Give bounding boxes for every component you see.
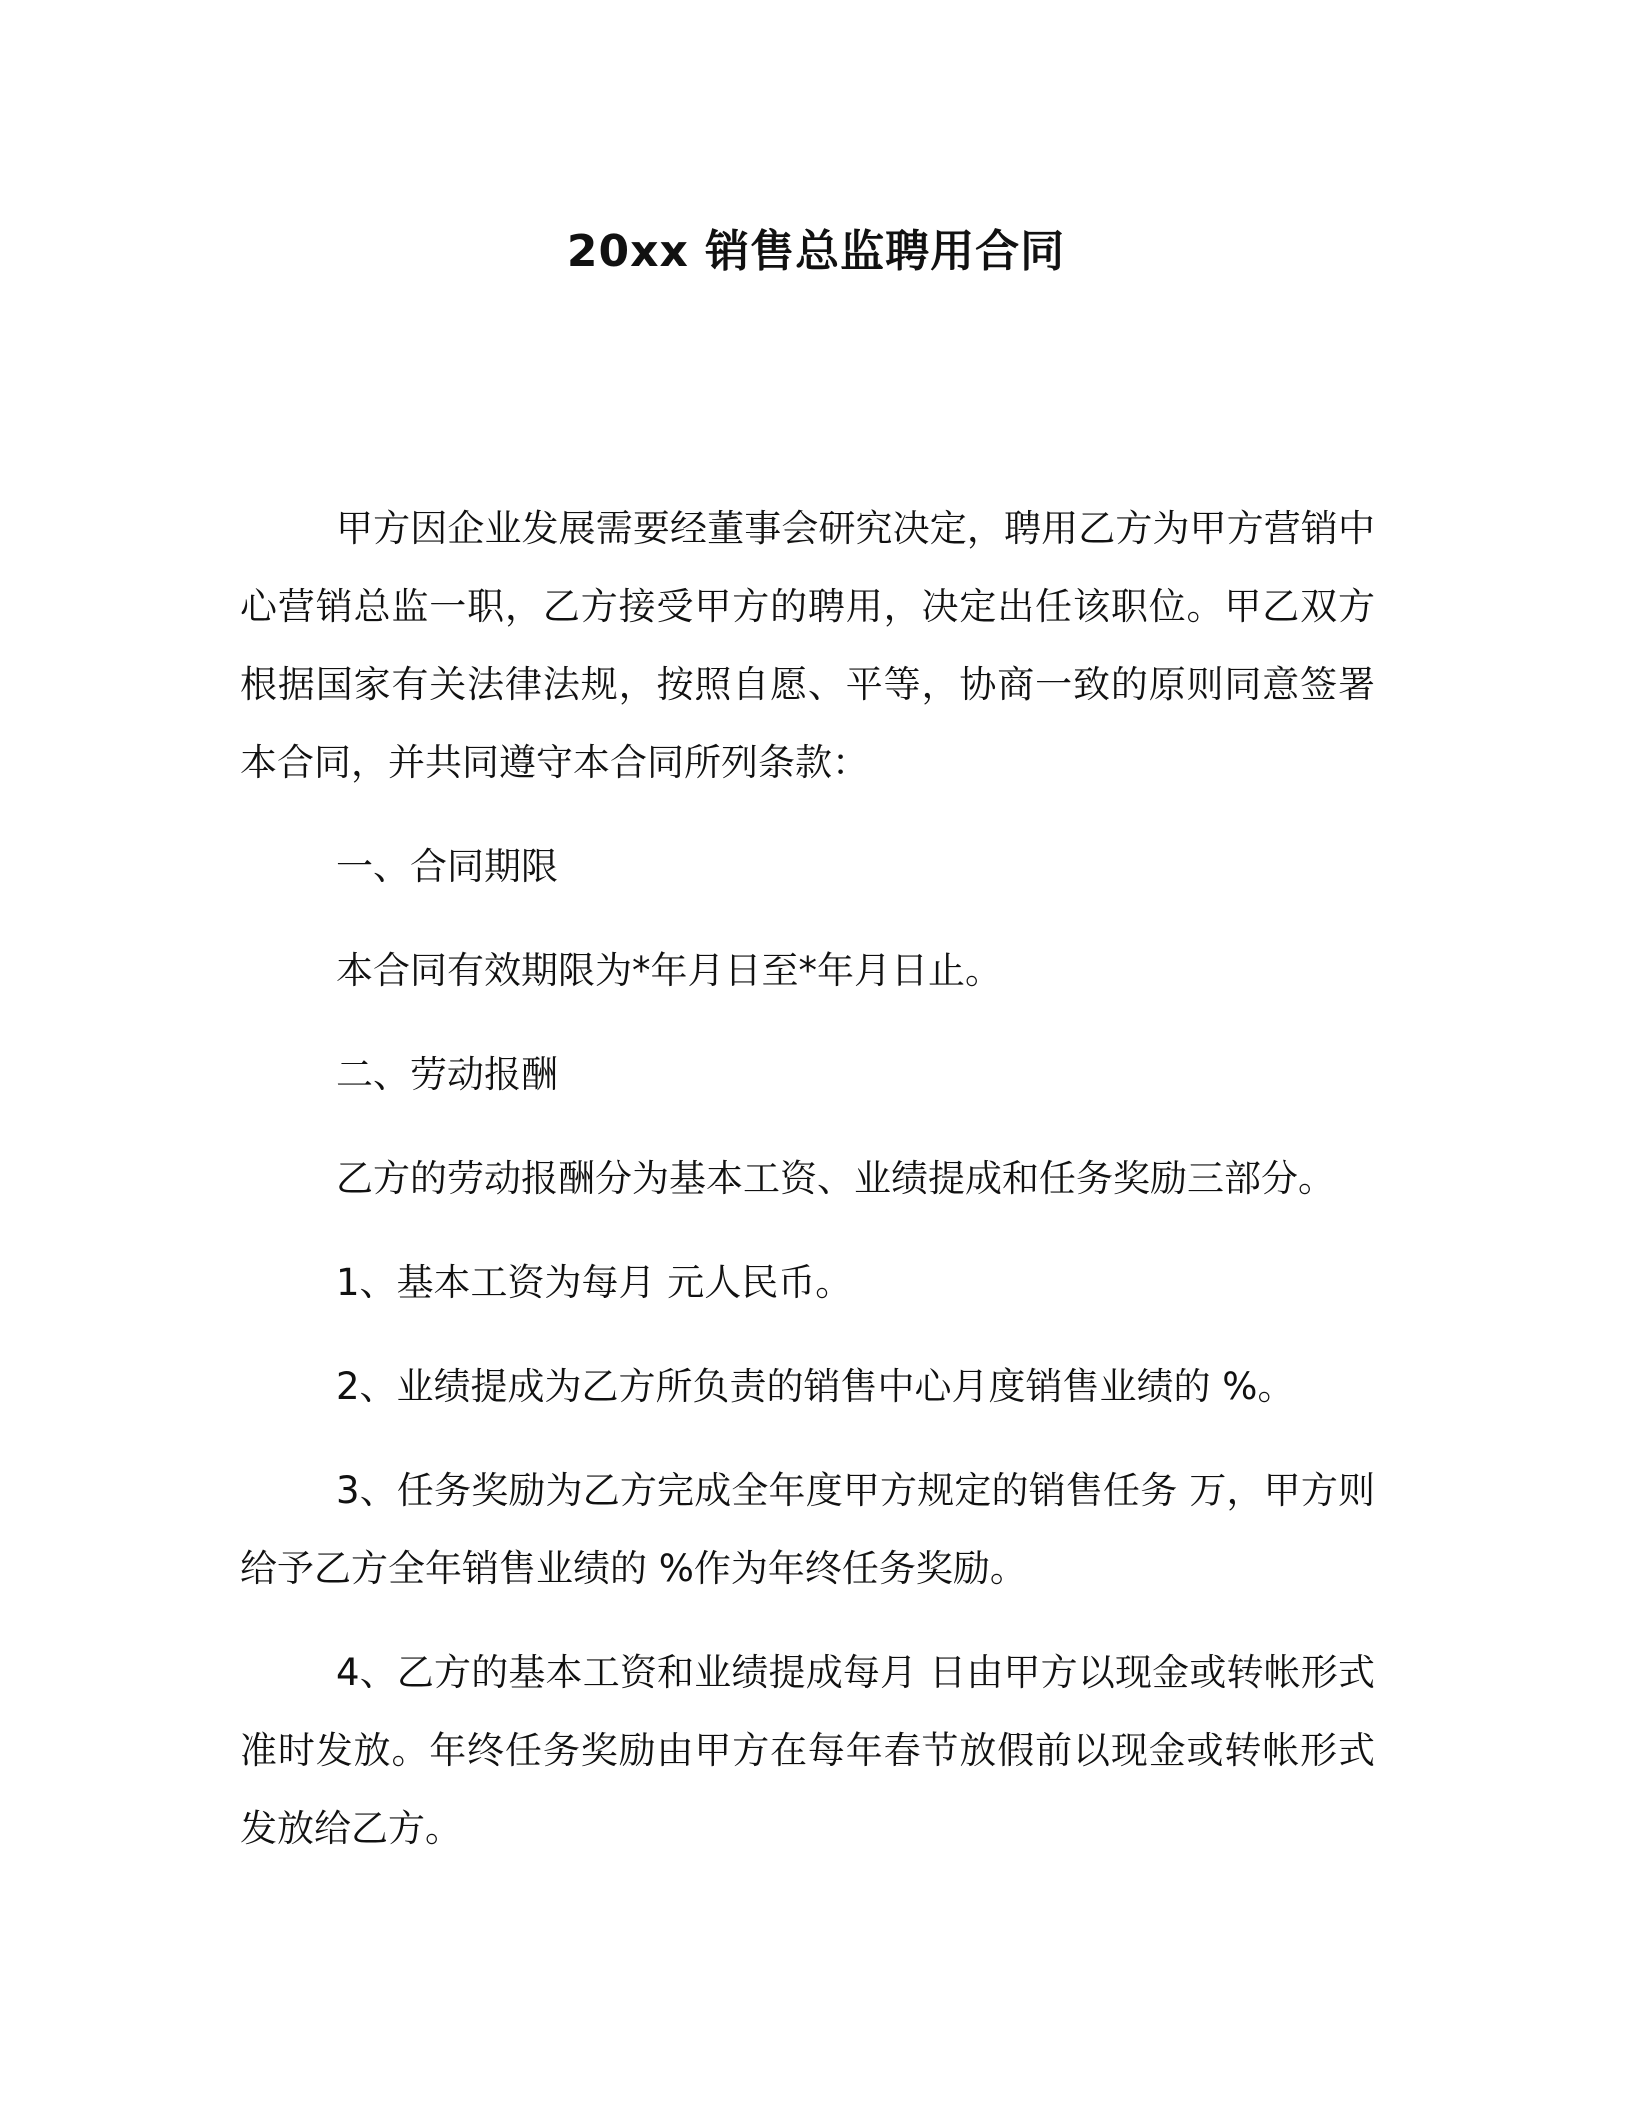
clause-task-bonus: 3、任务奖励为乙方完成全年度甲方规定的销售任务 万，甲方则给予乙方全年销售业绩的 %作为年终任务奖励。 bbox=[240, 1469, 1375, 1590]
clause-base-salary: 1、基本工资为每月 元人民币。 bbox=[336, 1261, 853, 1304]
section-heading-term: 一、合同期限 bbox=[336, 845, 558, 888]
clause-commission: 2、业绩提成为乙方所负责的销售中心月度销售业绩的 %。 bbox=[336, 1365, 1295, 1408]
clause-payment: 4、乙方的基本工资和业绩提成每月 日由甲方以现金或转帐形式准时发放。年终任务奖励由甲方在每年春节放假前以现金或转帐形式发放给乙方。 bbox=[240, 1651, 1375, 1850]
section-heading-remuneration: 二、劳动报酬 bbox=[336, 1053, 558, 1096]
remuneration-paragraph: 乙方的劳动报酬分为基本工资、业绩提成和任务奖励三部分。 bbox=[336, 1157, 1335, 1200]
term-paragraph: 本合同有效期限为*年月日至*年月日止。 bbox=[336, 949, 1002, 992]
document-title: 20xx 销售总监聘用合同 bbox=[566, 226, 1066, 277]
intro-paragraph: 甲方因企业发展需要经董事会研究决定，聘用乙方为甲方营销中心营销总监一职，乙方接受甲方的聘用，决定出任该职位。甲乙双方根据国家有关法律法规，按照自愿、平等，协商一致的原则同意签署本合同，并共同遵守本合同所列条款： bbox=[240, 507, 1375, 784]
document-body bbox=[240, 490, 1375, 1894]
